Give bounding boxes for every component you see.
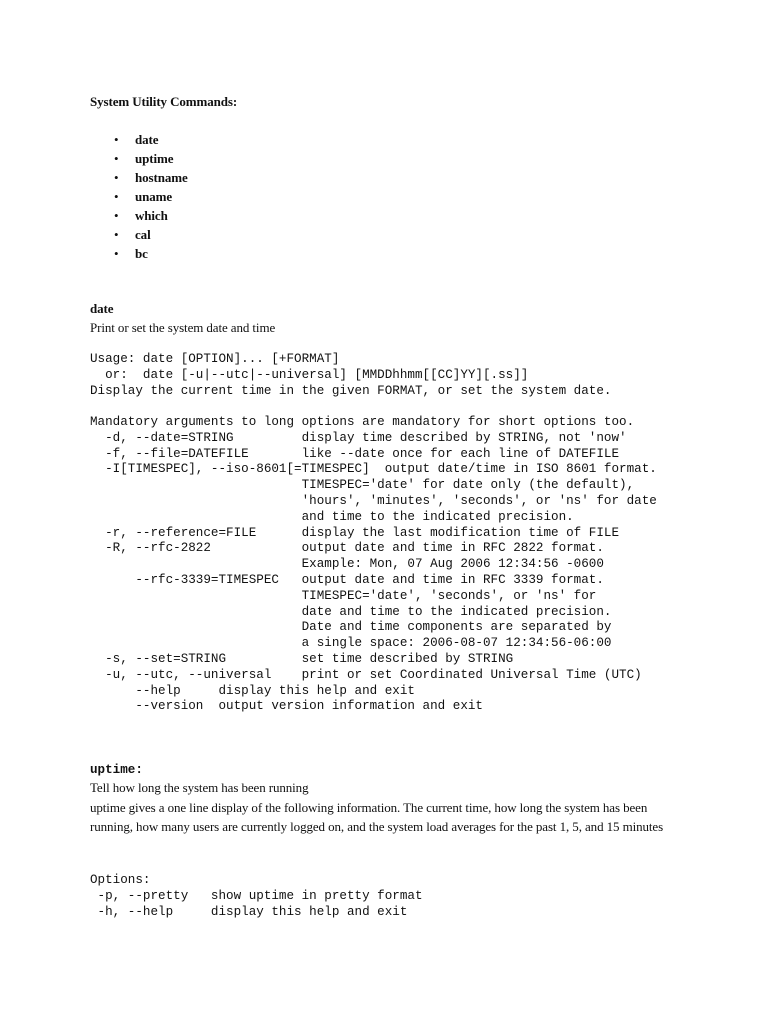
- command-list: [114, 130, 188, 263]
- date-usage-line: Display the current time in the given FORMAT, or set the system date.: [90, 383, 612, 398]
- bullet-icon: •: [114, 170, 119, 185]
- uptime-description: Tell how long the system has been running: [90, 780, 309, 795]
- command-list-item: [114, 187, 188, 206]
- command-name: uname: [135, 189, 173, 204]
- uptime-option-line: Options:: [90, 873, 151, 887]
- command-list-item: [114, 130, 188, 149]
- uptime-option-line: -p, --pretty show uptime in pretty format: [90, 888, 423, 903]
- command-name: which: [135, 208, 168, 223]
- date-option-line: -R, --rfc-2822 output date and time in RFC 2822 format.: [90, 541, 604, 556]
- uptime-heading: uptime:: [90, 763, 143, 777]
- date-option-line: -u, --utc, --universal print or set Coordinated Universal Time (UTC): [90, 667, 642, 682]
- command-name: hostname: [135, 170, 188, 185]
- bullet-icon: •: [114, 132, 119, 147]
- command-name: uptime: [135, 151, 174, 166]
- date-usage-line: Usage: date [OPTION]... [+FORMAT]: [90, 352, 340, 366]
- bullet-icon: •: [114, 151, 119, 166]
- date-description: Print or set the system date and time: [90, 320, 276, 335]
- date-usage-line: or: date [-u|--utc|--universal] [MMDDhhmm[[CC]YY][.ss]]: [90, 367, 529, 382]
- date-usage-block: [90, 352, 611, 399]
- section-title: System Utility Commands:: [90, 94, 238, 109]
- command-list-item: [114, 244, 188, 263]
- command-list-item: [114, 149, 188, 168]
- date-option-line: date and time to the indicated precision.: [90, 604, 612, 619]
- date-options-block: [90, 415, 657, 715]
- date-option-line: Date and time components are separated by: [90, 620, 612, 635]
- date-option-line: -f, --file=DATEFILE like --date once for each line of DATEFILE: [90, 446, 620, 461]
- command-name: bc: [135, 246, 148, 261]
- command-list-item: [114, 225, 188, 244]
- command-name: date: [135, 132, 159, 147]
- date-option-line: and time to the indicated precision.: [90, 509, 574, 524]
- date-option-line: TIMESPEC='date' for date only (the default),: [90, 478, 635, 493]
- date-option-line: --help display this help and exit: [90, 683, 415, 698]
- date-option-line: -s, --set=STRING set time described by STRING: [90, 651, 514, 666]
- bullet-icon: •: [114, 246, 119, 261]
- date-option-line: Mandatory arguments to long options are mandatory for short options too.: [90, 415, 635, 429]
- command-list-item: [114, 206, 188, 225]
- date-option-line: --version output version information and exit: [90, 699, 483, 714]
- bullet-icon: •: [114, 189, 119, 204]
- command-name: cal: [135, 227, 151, 242]
- date-option-line: Example: Mon, 07 Aug 2006 12:34:56 -0600: [90, 557, 604, 572]
- date-heading: date: [90, 301, 114, 316]
- date-option-line: -d, --date=STRING display time described by STRING, not 'now': [90, 430, 627, 445]
- bullet-icon: •: [114, 227, 119, 242]
- date-option-line: -I[TIMESPEC], --iso-8601[=TIMESPEC] output date/time in ISO 8601 format.: [90, 462, 657, 477]
- date-option-line: --rfc-3339=TIMESPEC output date and time in RFC 3339 format.: [90, 572, 604, 587]
- date-option-line: -r, --reference=FILE display the last modification time of FILE: [90, 525, 620, 540]
- uptime-details: uptime gives a one line display of the following information. The current time, how long the system has been running, how many users are currently logged on, and the system load averages for the past 1, 5, and 15 minutes: [90, 800, 664, 834]
- date-option-line: TIMESPEC='date', 'seconds', or 'ns' for: [90, 588, 597, 603]
- date-option-line: a single space: 2006-08-07 12:34:56-06:00: [90, 636, 612, 651]
- uptime-options-block: [90, 873, 423, 920]
- uptime-option-line: -h, --help display this help and exit: [90, 904, 408, 919]
- date-option-line: 'hours', 'minutes', 'seconds', or 'ns' for date: [90, 493, 657, 508]
- bullet-icon: •: [114, 208, 119, 223]
- command-list-item: [114, 168, 188, 187]
